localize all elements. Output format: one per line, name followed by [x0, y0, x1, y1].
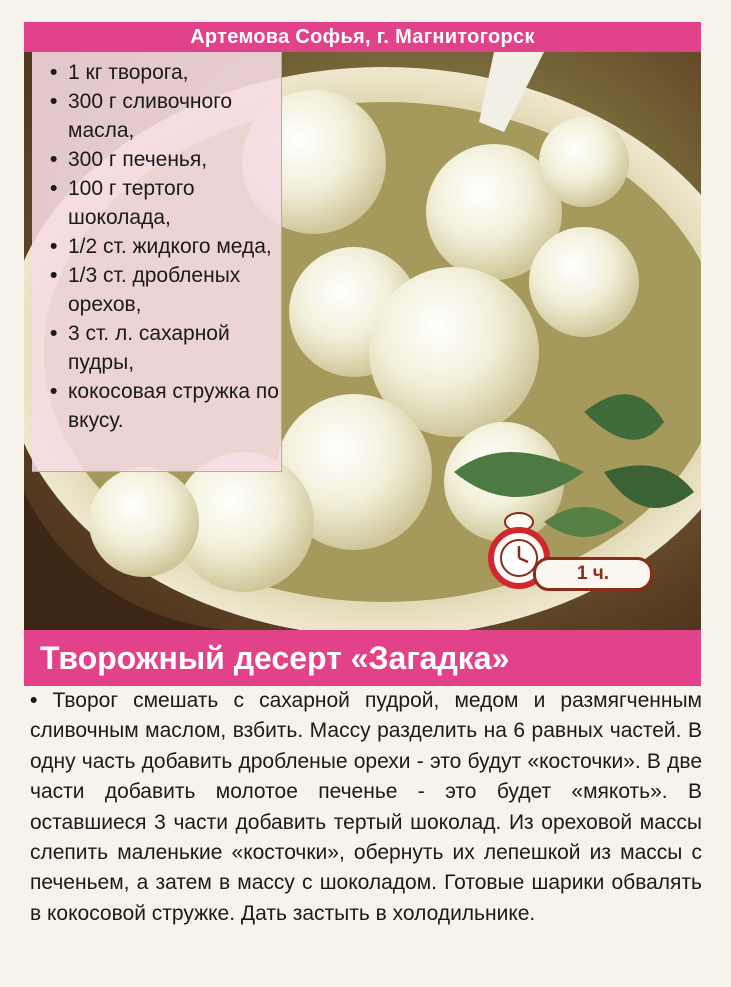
ingredient-item: • 1/3 ст. дробленых орехов, — [46, 261, 281, 319]
bullet-icon: • — [50, 61, 58, 84]
bullet-icon: • — [50, 90, 58, 113]
instructions-text: Творог смешать с сахарной пудрой, медом и размягченным сливочным маслом, взбить. Массу разделить на 6 равных частей. В одну часть добавить дробленые орехи - это будут «косточки». В две части добавить молотое печенье - это будет «мякоть». В оставшиеся 3 части добавить тертый шоколад. Из ореховой массы слепить маленькие «косточки», обернуть их лепешкой из массы с печеньем, а затем в массу с шоколадом. Готовые шарики обвалять в кокосовой стружке. Дать застыть в холодильнике. — [30, 689, 702, 925]
recipe-title: Творожный десерт «Загадка» — [40, 639, 510, 676]
ingredient-item: • 3 ст. л. сахарной пудры, — [46, 319, 281, 377]
bullet-icon: • — [50, 322, 58, 345]
ingredients-list — [32, 58, 281, 435]
ingredient-item: • 100 г тертого шоколада, — [46, 174, 281, 232]
bullet-icon: • — [30, 689, 38, 712]
ingredient-item: • кокосовая стружка по вкусу. — [46, 377, 281, 435]
ingredients-panel — [32, 52, 282, 472]
time-label: 1 ч. — [576, 563, 610, 584]
ingredient-item: • 300 г печенья, — [46, 145, 281, 174]
bullet-icon: • — [50, 148, 58, 171]
ingredient-item: • 1/2 ст. жидкого меда, — [46, 232, 281, 261]
author-bar — [24, 22, 701, 52]
bullet-icon: • — [50, 380, 58, 403]
bullet-icon: • — [50, 235, 58, 258]
bullet-icon: • — [50, 177, 58, 200]
recipe-title-bar — [24, 630, 701, 686]
ingredient-item: • 300 г сливочного масла, — [46, 87, 281, 145]
bullet-icon: • — [50, 264, 58, 287]
author-name: Артемова Софья, г. Магнитогорск — [190, 25, 535, 48]
ingredient-item: • 1 кг творога, — [46, 58, 281, 87]
instructions — [30, 686, 702, 929]
time-badge — [533, 557, 653, 591]
